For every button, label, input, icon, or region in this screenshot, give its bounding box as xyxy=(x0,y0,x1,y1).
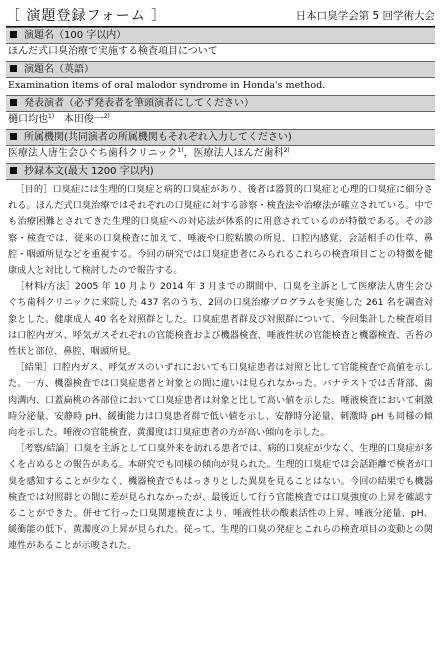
institution-name: 医療法人ほんだ歯科 xyxy=(193,148,284,159)
square-bullet-icon xyxy=(10,31,17,38)
separator: ， xyxy=(183,148,194,159)
form-header xyxy=(6,4,435,27)
section-heading-label: 抄録本文(最大 1200 字以内) xyxy=(24,166,154,177)
section-heading-label: 発表演者（必ず発表者を筆頭演者にしてください） xyxy=(24,98,254,109)
square-bullet-icon xyxy=(10,133,17,140)
section-heading-label: 演題名（100 字以内） xyxy=(24,30,127,41)
affiliation-mark: 2) xyxy=(103,113,110,120)
author-name: 樋口均也 xyxy=(8,114,48,125)
section-heading-presenters xyxy=(6,95,435,112)
square-bullet-icon xyxy=(10,65,17,72)
section-heading-title-ja xyxy=(6,27,435,44)
institution-name: 医療法人唐生会ひぐち歯科クリニック xyxy=(8,148,178,159)
title-ja-field: ほんだ式口臭治療で実施する検査項目について xyxy=(8,46,218,57)
section-heading-abstract xyxy=(6,163,435,180)
conference-title: 日本口臭学会第 5 回学術大会 xyxy=(295,10,435,22)
form-title: ［ 演題登録フォーム ］ xyxy=(6,8,167,24)
abstract-paragraph-results: ［結果］口腔内ガス、呼気ガスのいずれにおいても口臭症患者は対照と比して官能検査で高値を示した。一方、機器検査では口臭症患者と対象との間に違いは見られなかった。バナテストでは舌背部、歯肉溝内、口蓋扁桃の各部位において口臭症患者は対象と比して高い値を示した。唾液検査において刺激時分泌量、安静時 pH、緩衝能力は口臭患者群で低い値を示し、安静時分泌量、刺激時 pH も同様の傾向を示した。唾液の官能検査、黄濁度は口臭症患者の方が高い傾向を示した。 xyxy=(8,362,433,439)
section-heading-label: 演題名（英語） xyxy=(24,64,94,75)
abstract-paragraph-methods: ［材料/方法］2005 年 10 月より 2014 年 3 月までの期間中、口臭を主訴として医療法人唐生会ひぐち歯科クリニックに来院した 437 名のうち、2回の口臭治療プログラムを実施した 261 名を調査対象とした。健康成人 40 名を対照群とした。口臭症患者群及び対照群について、今回集計した検査項目は口腔内ガス、呼気ガスそれぞれの官能検査および機器検査、唾液性状の官能検査と機器検査、舌苔の性状と部位、鼻腔、咽頭所見。 xyxy=(8,281,433,358)
affiliation-mark: 2) xyxy=(283,147,290,154)
affiliation-field xyxy=(6,146,435,163)
author-name: 本田俊一 xyxy=(63,114,104,125)
section-heading-affiliation xyxy=(6,129,435,146)
square-bullet-icon xyxy=(10,99,17,106)
abstract-body xyxy=(6,180,435,555)
affiliation-mark: 1) xyxy=(177,147,184,154)
section-heading-label: 所属機関(共同演者の所属機関もそれぞれ入力してください) xyxy=(24,132,292,143)
section-heading-title-en xyxy=(6,61,435,78)
affiliation-mark: 1) xyxy=(48,113,55,120)
abstract-paragraph-purpose: ［目的］口臭症には生理的口臭症と病的口臭症があり、後者は器質的口臭症と心理的口臭症に細分される。ほんだ式口臭治療ではそれぞれの口臭症に対する診察・検査法や治療法が確立されている。中でも治療困難とされてきた生理的口臭症への対応法が体系的に用意されているのが特徴である。その診察・検査では、従来の口臭検査に加えて、唾液や口腔粘膜の所見、口腔内感覚、会話相手の仕草、鼻腔・咽頭所見などを重視する。今回の研究では口臭症患者にみられるこれらの検査項目ごとの特徴を健康成人と対比して検討したので報告する。 xyxy=(8,184,433,277)
square-bullet-icon xyxy=(10,167,17,174)
presenters-field xyxy=(6,112,435,129)
abstract-paragraph-conclusion: ［考察/結論］口臭を主訴として口臭外来を訪れる患者では、病的口臭症が少なく、生理的口臭症が多くを占めるとの報告がある。本研究でも同様の傾向が見られた。生理的口臭症では会話距離で検者が口臭を感知することが少なく、機器検査でもはっきりとした異臭を見ることはない。今回の結果でも機器検査では対照群との間に差が見られなかったが、最後近して行う官能検査では口臭強度の上昇を確認することができた。併せて行った口臭関連検査により、唾液性状の酸素活性の上昇、唾液分泌量、pH、緩衝能の低下、黄濁度の上昇が見られた。従って、生理的口臭の発症とこれらの検査項目の変動との関連性があることが示唆された。 xyxy=(8,443,433,552)
title-en-field: Examination items of oral malodor syndrome in Honda's method. xyxy=(8,80,326,91)
